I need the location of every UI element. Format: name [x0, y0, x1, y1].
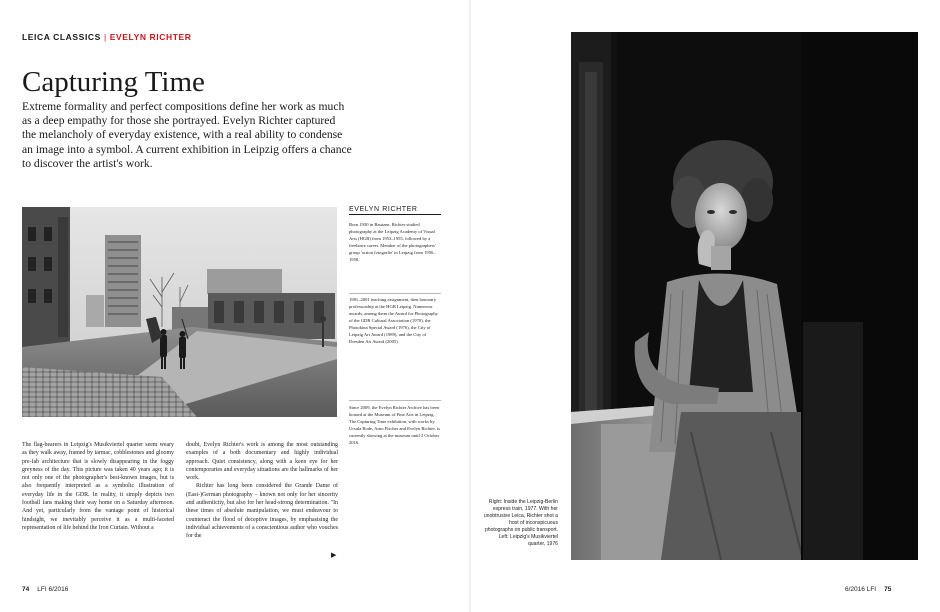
sidebar-paragraph: Born 1930 in Bautzen, Richter studied photography at the Leipzig Academy of Visual Arts (HGB) from 1953–1955, followed by a freelance career. Member of the photographers' group 'action fotografie' in Leipzig from 1956–1958.: [349, 222, 436, 262]
section-separator: |: [103, 32, 107, 42]
body-column-1: [22, 441, 174, 532]
sidebar-divider: [349, 293, 441, 294]
sidebar-rule: [349, 214, 441, 215]
continue-arrow-icon: ▶: [331, 551, 337, 559]
body-column-2: [186, 441, 338, 541]
section-name: LEICA CLASSICS: [22, 32, 101, 42]
magazine-name: LFI: [37, 586, 47, 593]
sidebar-paragraph: Since 2009, the Evelyn Richter Archive has been housed at the Museum of Fine Arts in Leipzig. The Capturing Time exhibition, with works by Ursula Rode, Arno Fischer and Evelyn Richter, is currently showing at the museum until 2 October 2016.: [349, 405, 441, 445]
issue-label: 6/2016: [845, 586, 865, 593]
sidebar-paragraph: 1981–2001 teaching assignment, then honorary professorship at the HGB Leipzig. Numerous awards, among them the Award for Photography of the GDR Cultural Association (1970), the Photokina Special Award (1976), the City of Leipzig Art Award (1989), and the City of Dresden Art Award (2005).: [349, 297, 439, 344]
folio-right: [845, 586, 891, 593]
folio-left: [22, 586, 68, 593]
page-number: 75: [884, 586, 892, 593]
section-subject: EVELYN RICHTER: [109, 32, 192, 42]
page-number: 74: [22, 586, 30, 593]
article-intro: Extreme formality and perfect compositions define her work as much as a deep empathy for those she portrayed. Evelyn Richter captured the melancholy of everyday existence, with a real ability to condense an image into a symbol. A current exhibition in Leipzig offers a chance to discover the artist's work.: [22, 100, 352, 170]
body-paragraph: Richter has long been considered the Grande Dame of (East-)German photography – known not only for her sincerity and authenticity, but also for her head-strong determination. "In these times of absolute manipulation, we must endeavour to counteract the flood of deceptive images, by emphasising the individual achievements of a conscientious author who vouches for the: [186, 483, 338, 540]
body-paragraph: The flag-bearers in Leipzig's Musikviertel quarter seem weary as they walk away, framed by tarmac, cobblestones and gloomy pre-fab architecture that is slowly disappearing in the foggy greyness of the day. This picture was taken 40 years ago; it is not only one of the photographer's best-known images, but is also frequently interpreted as a symbolic illustration of everyday life in the GDR. In reality, it simply depicts two football fans making their way home on a Saturday afternoon. And yet, particularly from the vantage point of historical hindsight, we inevitably perceive it as a multi-faceted representation of life behind the Iron Curtain. Without a: [22, 442, 174, 531]
photo-caption: Right: Inside the Leipzig-Berlin express train, 1977. With her unobtrusive Leica, Richter shot a host of inconspicuous photographs on public transport. Left: Leipzig's Musikviertel quarter, 1976: [483, 499, 558, 547]
section-label: [22, 32, 192, 42]
issue-label: 6/2016: [48, 586, 69, 593]
train-portrait-photo: [571, 32, 918, 560]
body-paragraph: doubt, Evelyn Richter's work is among the most outstanding examples of a both documentary and highly individual approach. Quiet consistency, along with a keen eye for her contemporaries and everyday situations are the hallmarks of her work.: [186, 442, 338, 482]
sidebar-title: EVELYN RICHTER: [349, 206, 418, 213]
street-photo: [22, 207, 337, 417]
sidebar-divider: [349, 400, 441, 401]
article-title: Capturing Time: [22, 66, 205, 98]
magazine-name: LFI: [866, 586, 877, 593]
